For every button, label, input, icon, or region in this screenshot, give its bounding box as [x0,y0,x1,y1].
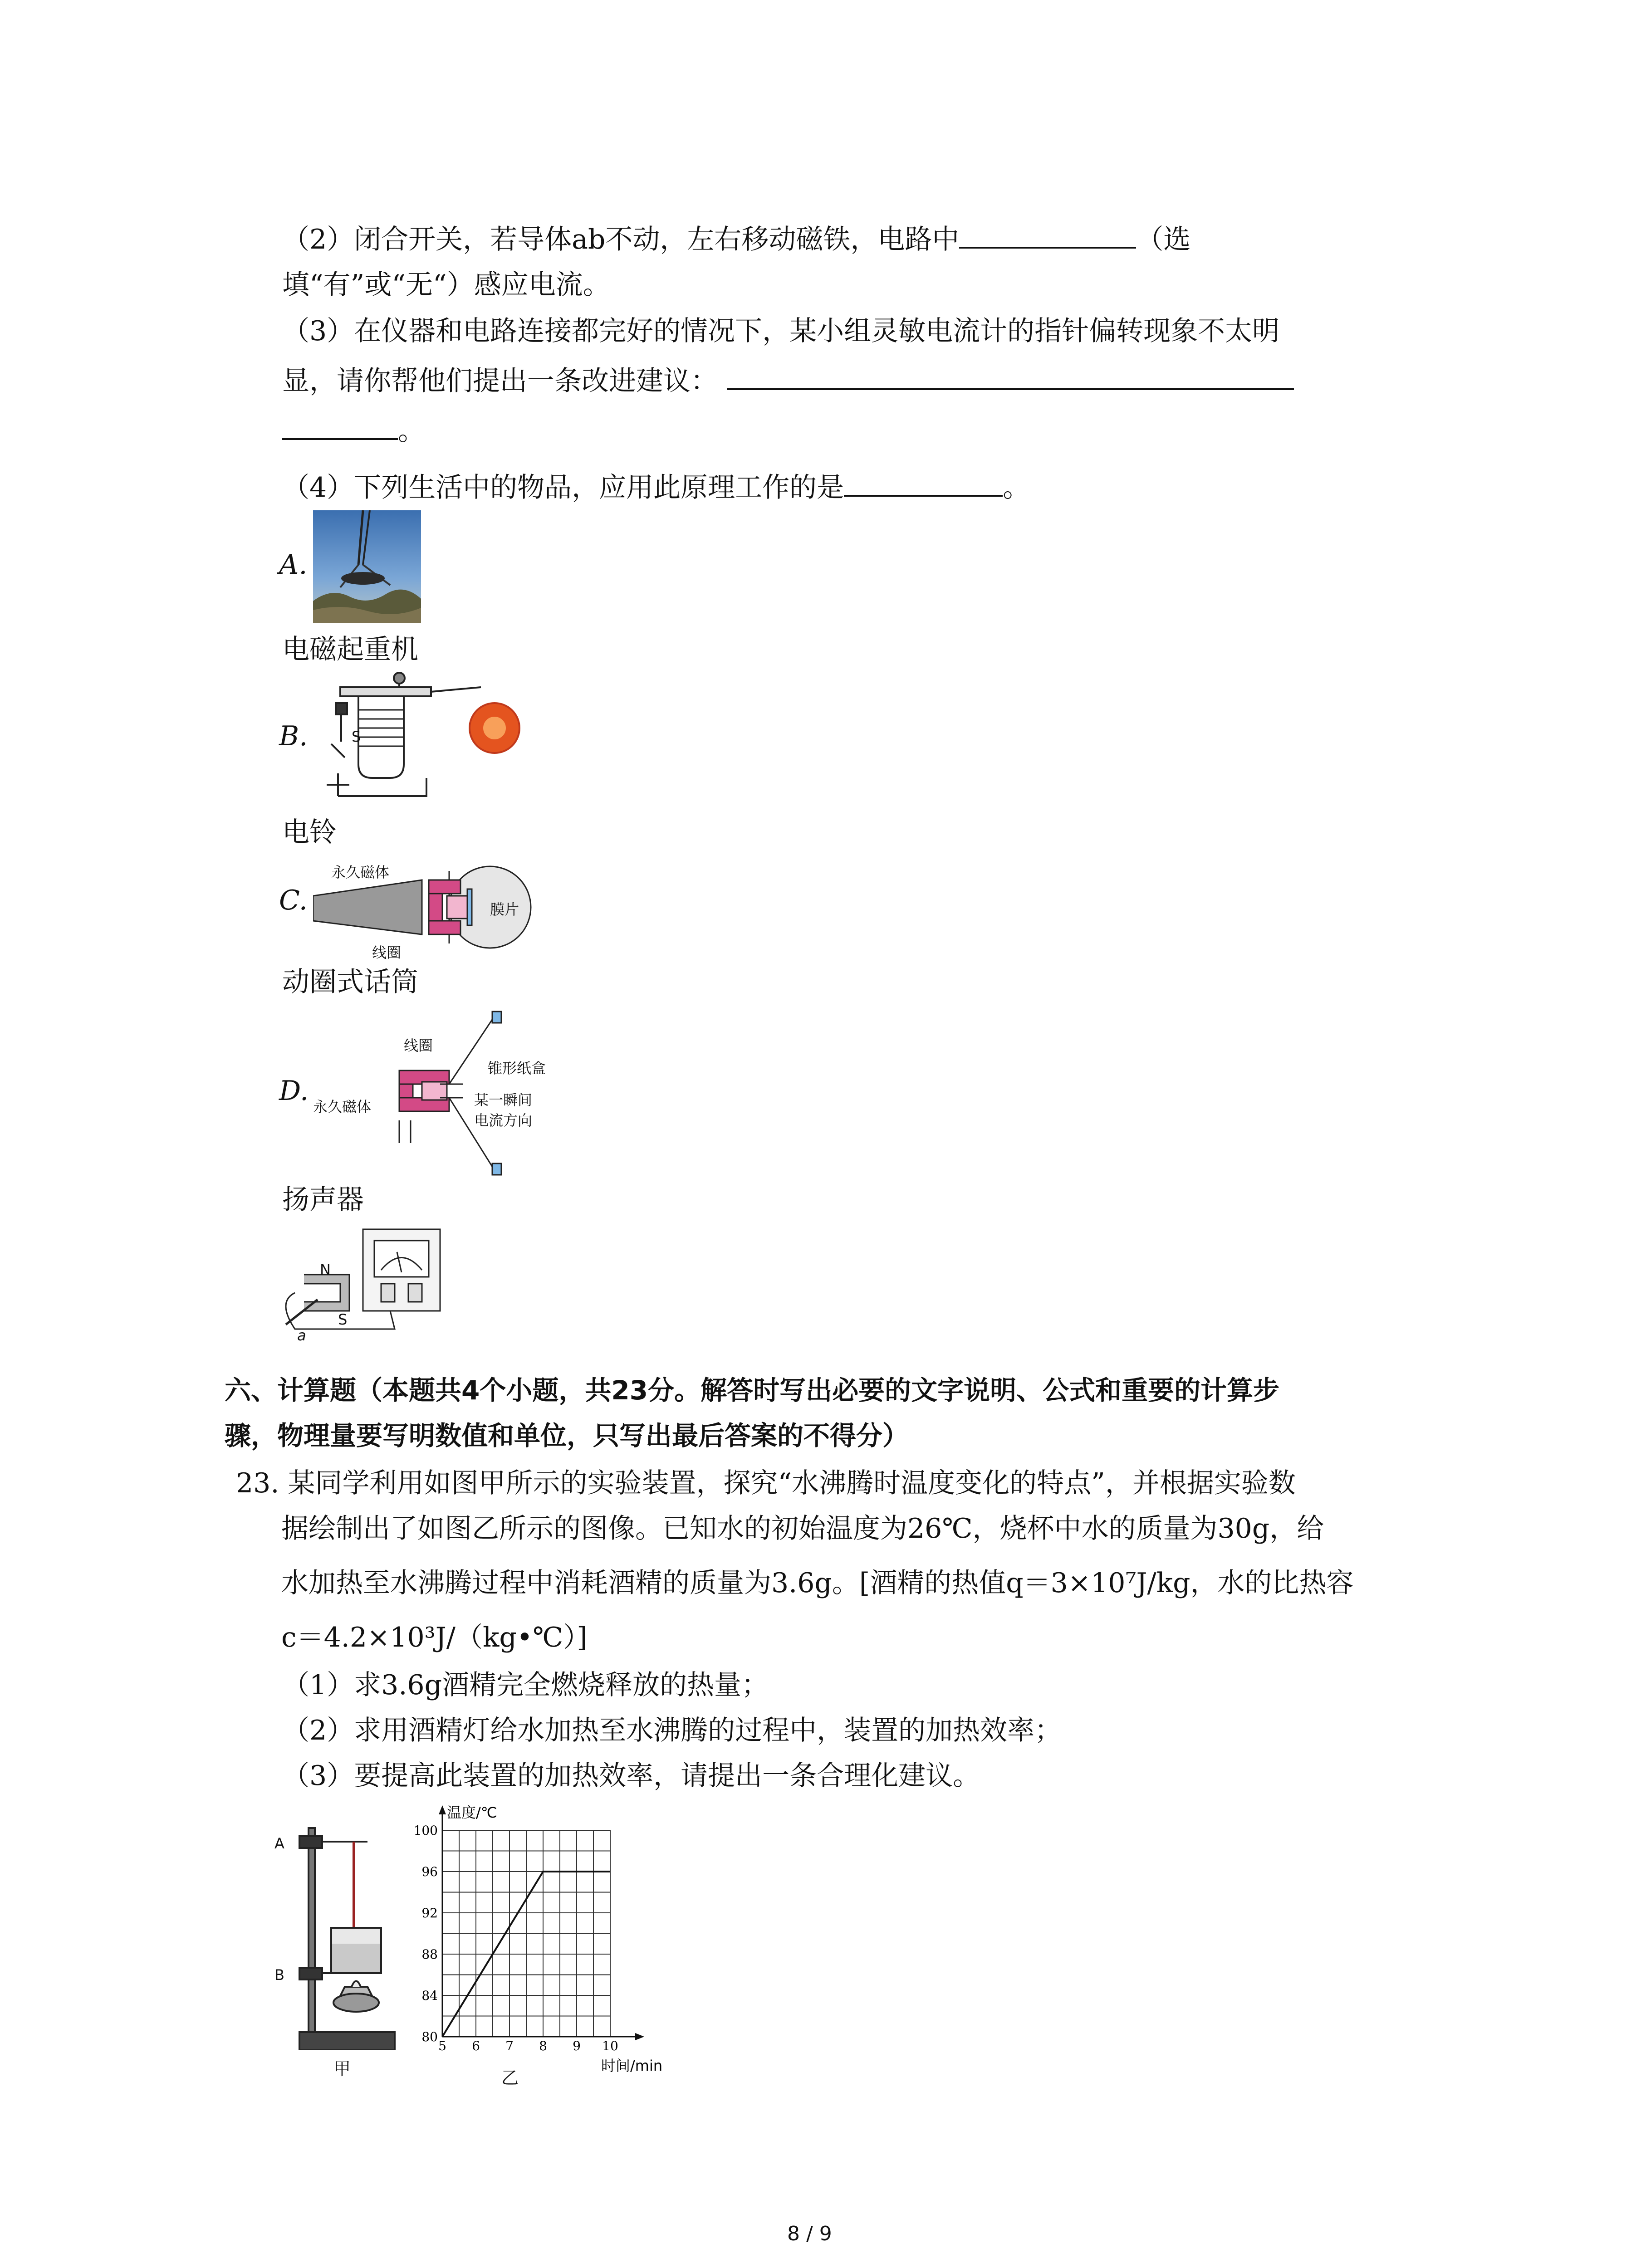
q22-part3-line2 [282,363,1294,399]
option-c-caption: 动圈式话筒 [282,966,418,998]
figure-yi-chart [404,1805,667,2087]
option-a-letter: A. [279,549,308,581]
fig-d-magnet-label: 永久磁体 [313,1098,372,1115]
q23-sub-question-1: （1）求3.6g酒精完全燃烧释放的热量； [282,1669,769,1701]
y-tick-label: 100 [413,1823,438,1838]
option-b-electric-bell-figure [313,669,531,805]
fig-c-magnet-label: 永久磁体 [331,864,390,881]
y-tick-label: 92 [421,1906,438,1921]
section6-heading-line1: 六、计算题（本题共4个小题，共23分。解答时写出必要的文字说明、公式和重要的计算步 [225,1375,1280,1406]
q23-stem-line3: 水加热至水沸腾过程中消耗酒精的质量为3.6g。[酒精的热值q＝3×10⁷J/kg，水的比热容 [281,1567,1354,1599]
fig-d-cone-label: 锥形纸盒 [488,1060,546,1077]
section6-heading-line2: 骤，物理量要写明数值和单位，只写出最后答案的不得分） [225,1420,909,1451]
option-b-letter: B. [279,720,308,752]
fig-e-n-label: N [320,1261,331,1278]
induction-experiment-figure [277,1225,449,1347]
q22-part2-text: （2）闭合开关，若导体ab不动，左右移动磁铁，电路中 [282,224,960,255]
q22-part2-line2: 填“有”或“无“）感应电流。 [282,269,610,301]
fig-jia-label-a: A [274,1835,284,1852]
q22-part3-end: 。 [398,415,425,447]
fig-yi-caption: 乙 [501,2068,519,2088]
option-a-crane-photo [313,510,421,623]
page-number: 8 / 9 [787,2222,832,2245]
x-tick-label: 6 [472,2038,480,2053]
x-tick-label: 9 [573,2038,581,2053]
y-tick-label: 96 [421,1864,438,1879]
fig-d-coil-label: 线圈 [404,1037,433,1054]
option-a-caption: 电磁起重机 [282,634,418,665]
fig-c-coil-label: 线圈 [372,944,402,961]
answer-blank-4[interactable] [844,469,1003,497]
fig-jia-caption: 甲 [333,2059,351,2079]
y-tick-label: 88 [421,1947,438,1962]
q23-sub-question-3: （3）要提高此装置的加热效率，请提出一条合理化建议。 [282,1760,980,1792]
x-axis-label: 时间/min [601,2057,663,2074]
x-tick-label: 10 [602,2038,618,2053]
option-b-caption: 电铃 [282,816,337,848]
option-c-microphone-figure [313,853,535,962]
answer-blank-1[interactable] [959,221,1136,249]
option-d-letter: D. [279,1075,309,1107]
q22-part4-text: （4）下列生活中的物品，应用此原理工作的是 [282,472,844,503]
option-d-caption: 扬声器 [282,1184,364,1216]
q23-sub-question-2: （2）求用酒精灯给水加热至水沸腾的过程中，装置的加热效率； [282,1715,1062,1746]
y-axis-arrow [439,1805,446,1814]
q22-part2-line1 [282,221,1190,258]
q22-part3-line3 [282,413,425,449]
answer-blank-2[interactable] [727,363,1294,390]
fig-d-current-label-2: 电流方向 [474,1112,533,1129]
fig-c-diaphragm-label: 膜片 [490,901,519,918]
fig-d-current-label-1: 某一瞬间 [474,1091,533,1109]
q22-part4-end: 。 [1003,472,1030,503]
figure-jia-apparatus [272,1823,408,2077]
x-tick-label: 8 [539,2038,547,2053]
x-tick-label: 7 [505,2038,514,2053]
q22-part4-line [282,469,1030,506]
y-axis-label: 温度/℃ [447,1805,497,1821]
x-tick-label: 5 [438,2038,446,2053]
fig-b-s-label: S [352,728,361,745]
option-c-letter: C. [279,885,308,916]
q23-stem-line4: c＝4.2×10³J/（kg•℃）] [281,1622,588,1653]
fig-jia-label-b: B [274,1966,284,1984]
fig-e-s-label: S [338,1311,348,1328]
q23-stem-line1: 23. 某同学利用如图甲所示的实验装置，探究“水沸腾时温度变化的特点”，并根据实验数 [236,1467,1296,1499]
q22-part3-text: 显，请你帮他们提出一条改进建议： [282,365,718,397]
q22-part2-tail: （选 [1136,224,1191,255]
x-axis-arrow [635,2033,644,2040]
q23-stem-line2: 据绘制出了如图乙所示的图像。已知水的初始温度为26℃，烧杯中水的质量为30g，给 [281,1513,1324,1545]
temperature-time-chart [404,1805,667,2087]
q22-part3-line1: （3）在仪器和电路连接都完好的情况下，某小组灵敏电流计的指针偏转现象不太明 [282,315,1280,347]
fig-e-a-label: a [297,1327,306,1344]
answer-blank-3[interactable] [282,413,398,440]
option-d-speaker-figure [313,1007,567,1179]
y-tick-label: 80 [421,2029,438,2044]
y-tick-label: 84 [421,1988,438,2003]
